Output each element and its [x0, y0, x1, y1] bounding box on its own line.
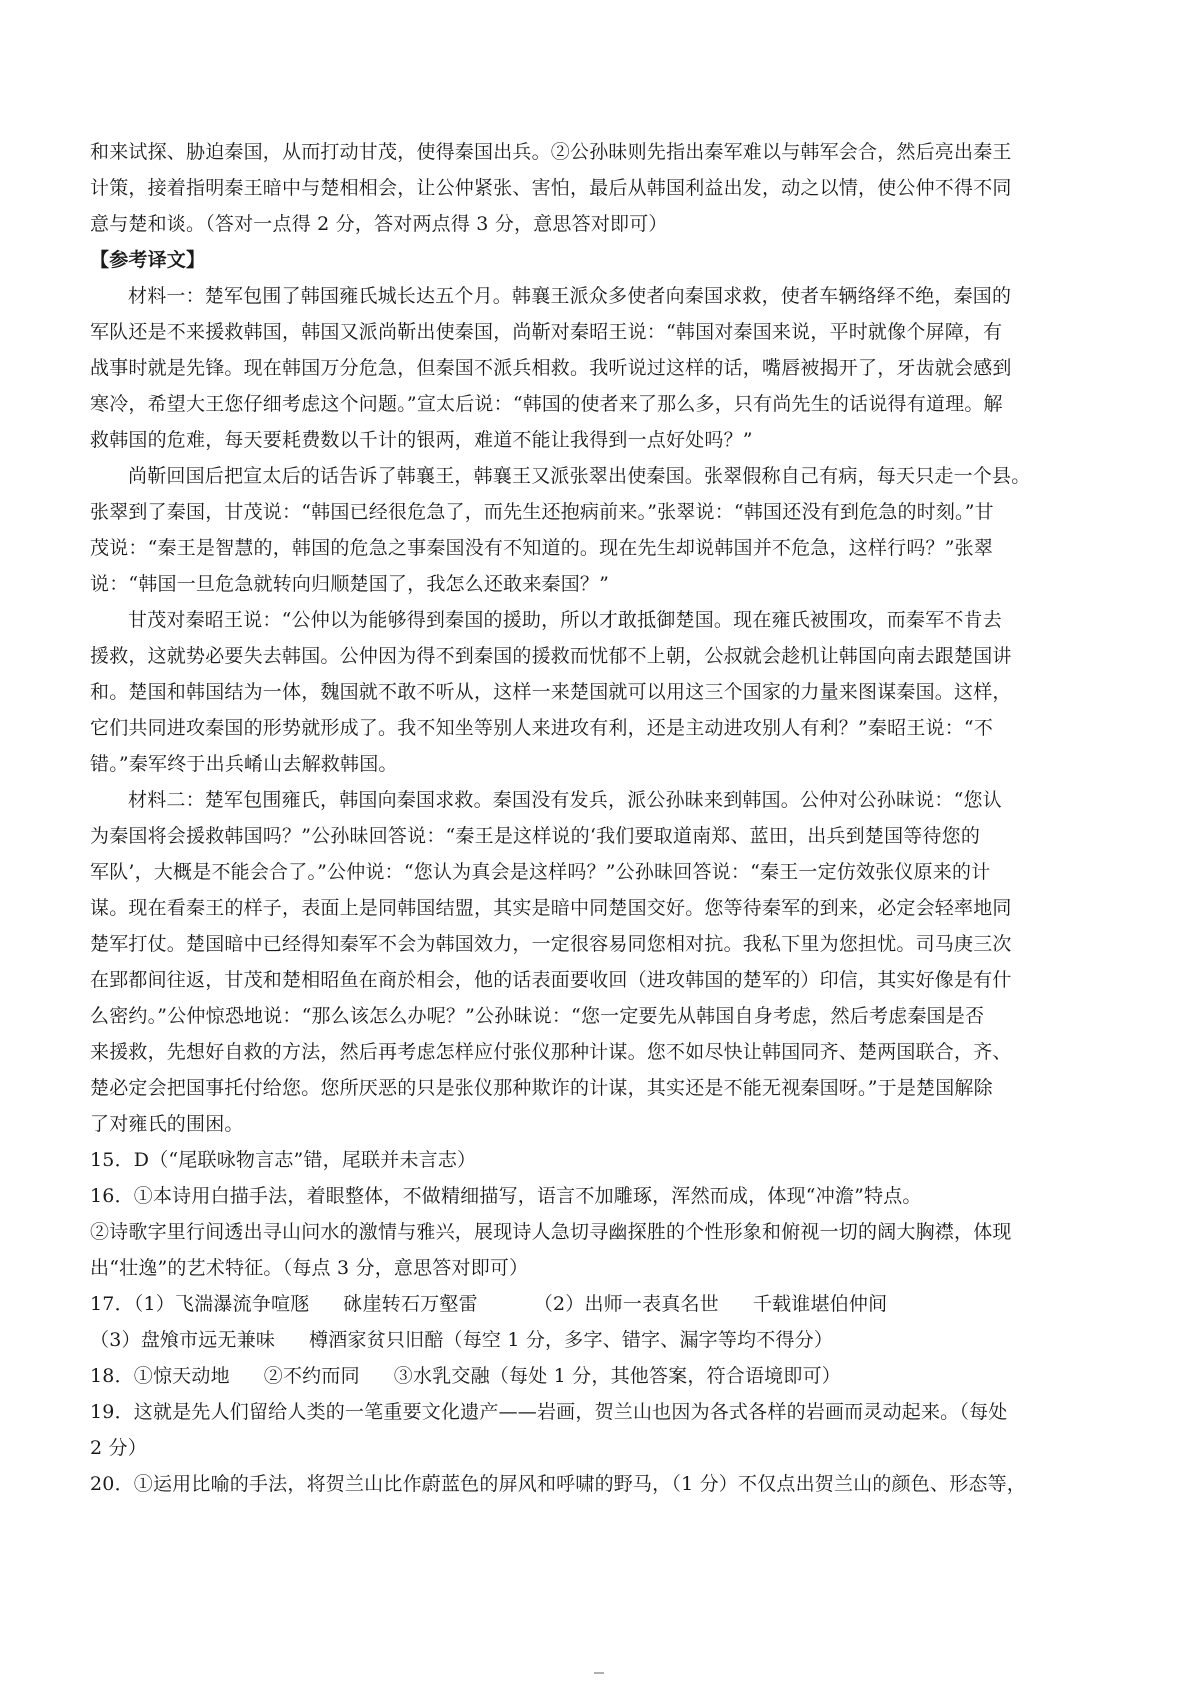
translation-p4-line-3: 军队’，大概是不能会合了。”公仲说：“您认为真会是这样吗？”公孙昧回答说：“秦王一定仿效张仪原来的计 — [90, 861, 991, 883]
q17-part1-first: 17．（1）飞湍瀑流争喧豗 — [90, 1293, 310, 1315]
translation-p4-line-1: 材料二：楚军包围雍氏，韩国向秦国求救。秦国没有发兵，派公孙昧来到韩国。公仲对公孙昧说：“您认 — [128, 789, 1002, 811]
translation-p3-line-4: 它们共同进攻秦国的形势就形成了。我不知坐等别人来进攻有利，还是主动进攻别人有利？”秦昭王说：“不 — [90, 717, 994, 739]
answer-q16-line-2: ②诗歌字里行间透出寻山问水的激情与雅兴，展现诗人急切寻幽探胜的个性形象和俯视一切的阔大胸襟，体现 — [90, 1221, 1012, 1243]
answer-prev-line-3: 意与楚和谈。（答对一点得 2 分，答对两点得 3 分，意思答对即可） — [90, 213, 668, 235]
translation-p4-line-8: 来援救，先想好自救的方法，然后再考虑怎样应付张仪那种计谋。您不如尽快让韩国同齐、楚两国联合，齐、 — [90, 1041, 1012, 1063]
answer-q17-line-1 — [90, 1286, 1112, 1322]
translation-p1-line-3: 战事时就是先锋。现在韩国万分危急，但秦国不派兵相救。我听说过这样的话，嘴唇被揭开了，牙齿就会感到 — [90, 357, 1012, 379]
answer-q19-line-2: 2 分） — [90, 1437, 147, 1459]
translation-p2-line-3: 茂说：“秦王是智慧的，韩国的危急之事秦国没有不知道的。现在先生却说韩国并不危急，这样行吗？”张翠 — [90, 537, 994, 559]
translation-p2-line-4: 说：“韩国一旦危急就转向归顺楚国了，我怎么还敢来秦国？” — [90, 573, 610, 595]
answer-prev-line-2: 计策，接着指明秦王暗中与楚相相会，让公仲紧张、害怕，最后从韩国利益出发，动之以情，使公仲不得不同 — [90, 177, 1012, 199]
answer-q20-line-1: 20．①运用比喻的手法，将贺兰山比作蔚蓝色的屏风和呼啸的野马，（1 分）不仅点出贺兰山的颜色、形态等， — [90, 1473, 1027, 1495]
q17-part2-second: 千载谁堪伯仲间 — [752, 1293, 888, 1315]
answer-q19-line-1: 19．这就是先人们留给人类的一笔重要文化遗产——岩画，贺兰山也因为各式各样的岩画而灵动起来。（每处 — [90, 1401, 1008, 1423]
translation-p1-line-4: 寒冷，希望大王您仔细考虑这个问题。”宣太后说：“韩国的使者来了那么多，只有尚先生的话说得有道理。解 — [90, 393, 1003, 415]
q18-answer-1: 18．①惊天动地 — [90, 1365, 230, 1387]
translation-p2-line-2: 张翠到了秦国，甘茂说：“韩国已经很危急了，而先生还抱病前来。”张翠说：“韩国还没有到危急的时刻。”甘 — [90, 501, 994, 523]
answer-q18 — [90, 1358, 1112, 1394]
document-page — [90, 134, 1112, 1502]
answer-q17-line-2 — [90, 1322, 1112, 1358]
translation-p4-line-9: 楚必定会把国事托付给您。您所厌恶的只是张仪那种欺诈的计谋，其实还是不能无视秦国呀。”于是楚国解除 — [90, 1077, 993, 1099]
q17-part1-second: 砯崖转石万壑雷 — [343, 1293, 478, 1315]
translation-p4-line-2: 为秦国将会援救韩国吗？”公孙昧回答说：“秦王是这样说的‘我们要取道南郑、蓝田，出兵到楚国等待您的 — [90, 825, 981, 847]
q17-part3-first: （3）盘飧市远无兼味 — [90, 1329, 276, 1351]
q18-answer-2: ②不约而同 — [263, 1365, 360, 1387]
translation-p4-line-10: 了对雍氏的围困。 — [90, 1113, 244, 1135]
answer-q15: 15．D（“尾联咏物言志”错，尾联并未言志） — [90, 1149, 477, 1171]
translation-p4-line-5: 楚军打仗。楚国暗中已经得知秦军不会为韩国效力，一定很容易同您相对抗。我私下里为您担忧。司马庚三次 — [90, 933, 1012, 955]
translation-heading: 【参考译文】 — [90, 249, 206, 271]
translation-p1-line-1: 材料一：楚军包围了韩国雍氏城长达五个月。韩襄王派众多使者向秦国求救，使者车辆络绎不绝，秦国的 — [128, 285, 1012, 307]
translation-p1-line-5: 救韩国的危难，每天要耗费数以千计的银两，难道不能让我得到一点好处吗？” — [90, 429, 753, 451]
translation-p2-line-1: 尚靳回国后把宣太后的话告诉了韩襄王，韩襄王又派张翠出使秦国。张翠假称自己有病，每天只走一个县。 — [128, 465, 1031, 487]
q17-part3-second: 樽酒家贫只旧醅（每空 1 分，多字、错字、漏字等均不得分） — [309, 1329, 834, 1351]
translation-p3-line-1: 甘茂对秦昭王说：“公仲以为能够得到秦国的援助，所以才敢抵御楚国。现在雍氏被围攻，而秦军不肯去 — [128, 609, 1002, 631]
translation-p3-line-3: 和。楚国和韩国结为一体，魏国就不敢不听从，这样一来楚国就可以用这三个国家的力量来图谋秦国。这样， — [90, 681, 1012, 703]
answer-q16-line-1: 16．①本诗用白描手法，着眼整体，不做精细描写，语言不加雕琢，浑然而成，体现“冲澹”特点。 — [90, 1185, 922, 1207]
translation-p4-line-7: 么密约。”公仲惊恐地说：“那么该怎么办呢？”公孙昧说：“您一定要先从韩国自身考虑，然后考虑秦国是否 — [90, 1005, 985, 1027]
answer-prev-line-1: 和来试探、胁迫秦国，从而打动甘茂，使得秦国出兵。②公孙昧则先指出秦军难以与韩军会合，然后亮出秦王 — [90, 141, 1012, 163]
q17-part2-first: （2）出师一表真名世 — [533, 1293, 719, 1315]
translation-p4-line-6: 在郢都间往返，甘茂和楚相昭鱼在商於相会，他的话表面要收回（进攻韩国的楚军的）印信，其实好像是有什 — [90, 969, 1012, 991]
translation-p3-line-2: 援救，这就势必要失去韩国。公仲因为得不到秦国的援救而忧郁不上朝，公叔就会趁机让韩国向南去跟楚国讲 — [90, 645, 1012, 667]
q18-answer-3: ③水乳交融（每处 1 分，其他答案，符合语境即可） — [393, 1365, 841, 1387]
answer-q16-line-3: 出“壮逸”的艺术特征。（每点 3 分，意思答对即可） — [90, 1257, 529, 1279]
footer-mark — [594, 1672, 604, 1674]
translation-p4-line-4: 谋。现在看秦王的样子，表面上是同韩国结盟，其实是暗中同楚国交好。您等待秦军的到来，必定会轻率地同 — [90, 897, 1012, 919]
translation-p3-line-5: 错。”秦军终于出兵崤山去解救韩国。 — [90, 753, 398, 775]
translation-p1-line-2: 军队还是不来援救韩国，韩国又派尚靳出使秦国，尚靳对秦昭王说：“韩国对秦国来说，平时就像个屏障，有 — [90, 321, 1003, 343]
